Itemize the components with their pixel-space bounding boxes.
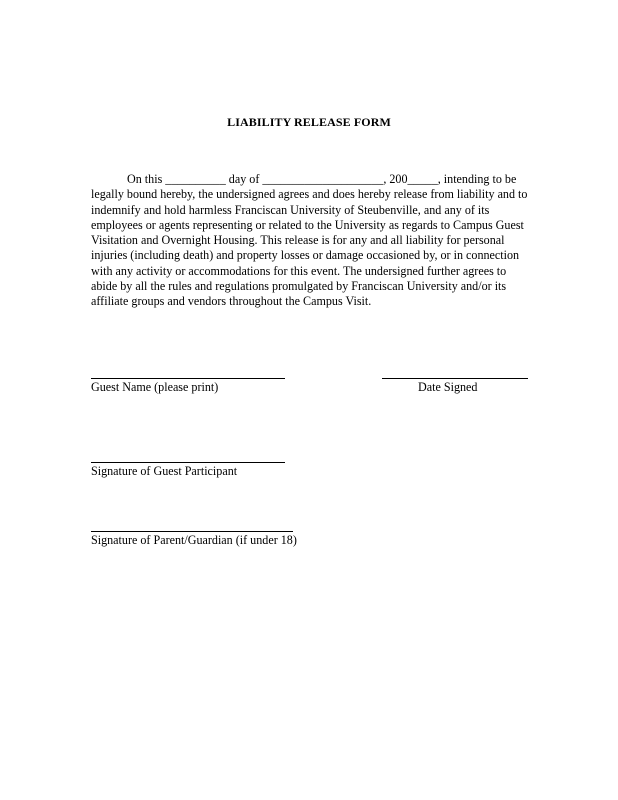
parent-signature-label: Signature of Parent/Guardian (if under 18) — [91, 533, 297, 547]
guest-name-line — [91, 378, 285, 379]
release-paragraph: On this __________ day of ____________________, 200_____, intending to be legally bound hereby, the undersigned agrees and does hereby release from liability and to indemnify and hold harmless Franciscan University of Steubenville, and any of its employees or agents representing or related to the University as regards to Campus Guest Visitation and Overnight Housing. This release is for any and all liability for personal injuries (including death) and property losses or damage occasioned by, or in connection with any activity or accommodations for this event. The undersigned further agrees to abide by all the rules and regulations promulgated by Franciscan University and/or its affiliate groups and vendors throughout the Campus Visit. — [91, 172, 528, 309]
date-signed-label: Date Signed — [418, 380, 478, 394]
guest-signature-label: Signature of Guest Participant — [91, 464, 238, 478]
guest-name-label: Guest Name (please print) — [91, 380, 219, 394]
guest-signature-line — [91, 462, 285, 463]
date-signed-line — [382, 378, 528, 379]
parent-signature-line — [91, 531, 293, 532]
form-title: LIABILITY RELEASE FORM — [227, 115, 391, 129]
